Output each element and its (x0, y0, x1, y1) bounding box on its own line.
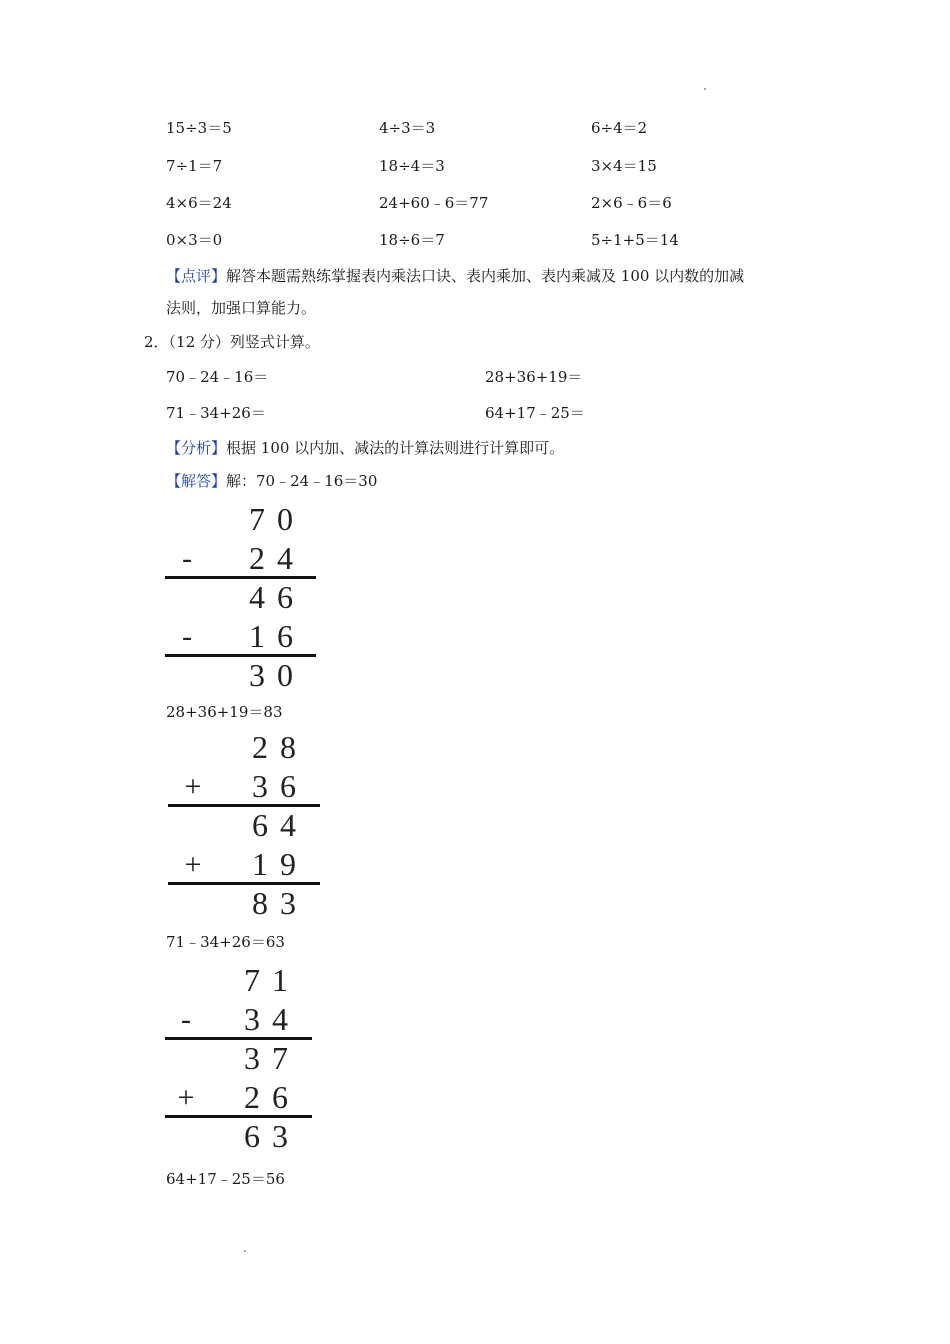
grid-cell: 7÷1＝7 (166, 157, 223, 175)
grid-cell: 3×4＝15 (591, 157, 657, 175)
sum-rule (165, 654, 316, 657)
calc-row (165, 961, 325, 1000)
question-item: 64+17﹣25＝ (485, 404, 585, 422)
calc-digit: 7 (249, 501, 265, 537)
grid-cell: 6÷4＝2 (591, 119, 648, 137)
calc-digit: 9 (280, 846, 296, 882)
calc-digit: 6 (280, 768, 296, 804)
calc-operator: + (177, 1081, 195, 1114)
calc-row (165, 884, 325, 923)
calc-digit: 4 (277, 540, 293, 576)
calc-digit: 3 (244, 1040, 260, 1076)
analysis-paragraph (166, 438, 564, 458)
question-item: 71﹣34+26＝ (166, 404, 266, 422)
answer-text: 解：70﹣24﹣16＝30 (226, 472, 378, 490)
analysis-tag: 【分析】 (166, 439, 227, 457)
sum-rule (168, 804, 320, 807)
grid-cell: 5÷1+5＝14 (591, 231, 679, 249)
calc-digit: 1 (252, 846, 268, 882)
grid-cell: 2×6﹣6＝6 (591, 194, 672, 212)
calc-row (165, 767, 325, 806)
calc-operator: + (184, 770, 202, 803)
question-item: 28+36+19＝ (485, 368, 583, 386)
calc-digit: 6 (277, 579, 293, 615)
calc-row (165, 539, 325, 578)
grid-cell: 4÷3＝3 (379, 119, 436, 137)
review-text: 解答本题需熟练掌握表内乘法口诀、表内乘加、表内乘减及 100 以内数的加减 (226, 267, 745, 285)
vertical-calculation-1 (165, 500, 325, 695)
calc-caption: 71﹣34+26＝63 (166, 933, 285, 951)
vertical-calculation-2 (165, 728, 325, 923)
calc-row (165, 1000, 325, 1039)
question-item: 70﹣24﹣16＝ (166, 368, 269, 386)
calc-digit: 3 (244, 1001, 260, 1037)
grid-cell: 4×6＝24 (166, 194, 232, 212)
calc-digit: 2 (249, 540, 265, 576)
calc-digit: 6 (272, 1079, 288, 1115)
grid-cell: 24+60﹣6＝77 (379, 194, 489, 212)
calc-digit: 4 (272, 1001, 288, 1037)
question-title: 2．（12 分）列竖式计算。 (144, 333, 320, 351)
calc-digit: 2 (244, 1079, 260, 1115)
calc-row (165, 845, 325, 884)
calc-row (165, 578, 325, 617)
analysis-text: 根据 100 以内加、减法的计算法则进行计算即可。 (226, 439, 565, 457)
calc-row (165, 1039, 325, 1078)
speck-mark (244, 1250, 246, 1252)
grid-cell: 15÷3＝5 (166, 119, 232, 137)
grid-cell: 18÷4＝3 (379, 157, 445, 175)
calc-operator: - (182, 620, 192, 653)
calc-row (165, 1117, 325, 1156)
calc-caption: 64+17﹣25＝56 (166, 1170, 285, 1188)
answer-paragraph (166, 471, 377, 491)
calc-operator: - (181, 1003, 191, 1036)
calc-row (165, 1078, 325, 1117)
calc-digit: 8 (252, 885, 268, 921)
calc-digit: 0 (277, 657, 293, 693)
calc-digit: 3 (252, 768, 268, 804)
calc-digit: 6 (244, 1118, 260, 1154)
calc-digit: 7 (244, 962, 260, 998)
calc-digit: 1 (249, 618, 265, 654)
calc-row (165, 656, 325, 695)
calc-digit: 3 (249, 657, 265, 693)
calc-digit: 3 (280, 885, 296, 921)
calc-digit: 4 (249, 579, 265, 615)
calc-caption: 28+36+19＝83 (166, 703, 283, 721)
review-tag: 【点评】 (166, 267, 227, 285)
speck-mark (704, 88, 706, 90)
review-paragraph-cont: 法则，加强口算能力。 (166, 299, 317, 317)
sum-rule (168, 882, 320, 885)
calc-digit: 3 (272, 1118, 288, 1154)
calc-digit: 7 (272, 1040, 288, 1076)
calc-row (165, 728, 325, 767)
vertical-calculation-3 (165, 961, 325, 1156)
answer-tag: 【解答】 (166, 472, 227, 490)
calc-row (165, 806, 325, 845)
calc-row (165, 500, 325, 539)
review-paragraph (166, 266, 744, 286)
calc-operator: + (184, 848, 202, 881)
calc-digit: 4 (280, 807, 296, 843)
calc-operator: - (182, 542, 192, 575)
calc-digit: 6 (252, 807, 268, 843)
sum-rule (165, 1115, 312, 1118)
calc-digit: 0 (277, 501, 293, 537)
calc-digit: 8 (280, 729, 296, 765)
grid-cell: 18÷6＝7 (379, 231, 445, 249)
sum-rule (165, 576, 316, 579)
grid-cell: 0×3＝0 (166, 231, 223, 249)
calc-digit: 6 (277, 618, 293, 654)
calc-digit: 2 (252, 729, 268, 765)
calc-row (165, 617, 325, 656)
sum-rule (165, 1037, 312, 1040)
calc-digit: 1 (272, 962, 288, 998)
